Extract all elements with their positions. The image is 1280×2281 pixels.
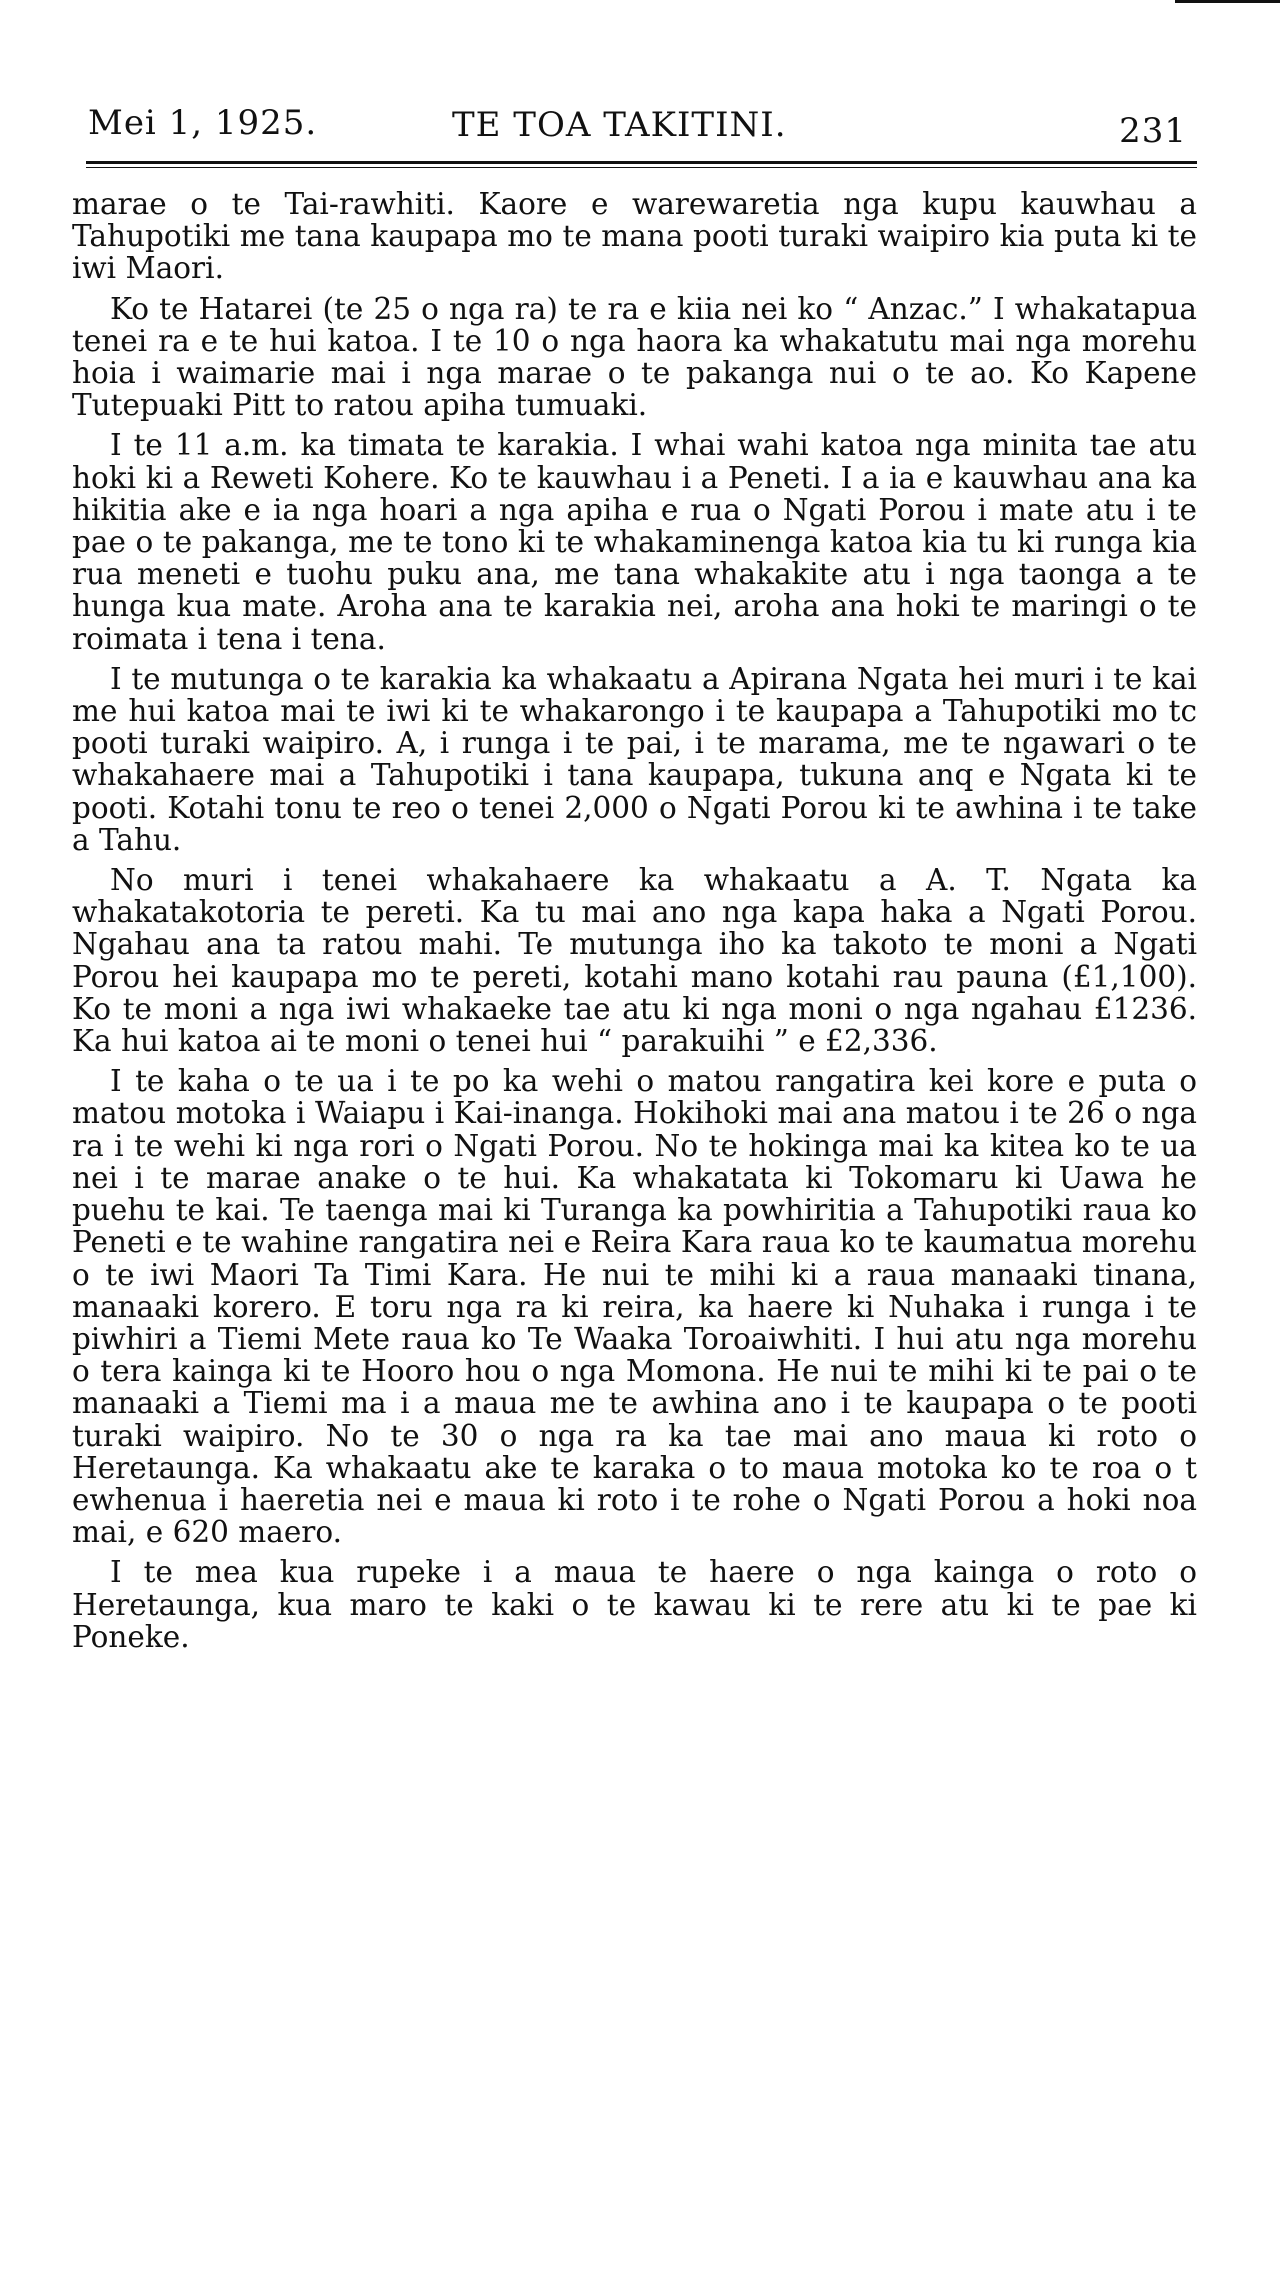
header-title: TE TOA TAKITINI. [452, 105, 787, 145]
top-edge-rule [1175, 0, 1280, 3]
paragraph-pereti: No muri i tenei whakahaere ka whakaatu a A. T. Ngata ka whakatakotoria te pereti. Ka tu mai ano nga kapa haka a Ngati Porou. Ngahau ana ta ratou mahi. Te mutunga iho ka takoto te moni a Ngati Porou hei kaupapa mo te pereti, kotahi mano kotahi rau pauna (£1,100). Ko te moni a nga iwi whakaeke tae atu ki nga moni o nga ngahau £1236. Ka hui katoa ai te moni o tenei hui “ parakuihi ” e £2,336. [72, 863, 1197, 1059]
header-rule-thick [86, 161, 1197, 164]
paragraph-continued: marae o te Tai-rawhiti. Kaore e warewaretia nga kupu kauwhau a Tahupotiki me tana kaupapa mo te mana pooti turaki waipiro kia puta ki te iwi Maori. [72, 187, 1197, 286]
page-number: 231 [1119, 111, 1187, 151]
paragraph-karakia: I te 11 a.m. ka timata te karakia. I whai wahi katoa nga minita tae atu hoki ki a Reweti Kohere. Ko te kauwhau i a Peneti. I a ia e kauwhau ana ka hikitia ake e ia nga hoari a nga apiha e rua o Ngati Porou i mate atu i te pae o te pakanga, me te tono ki te whakaminenga katoa kia tu ki runga kia rua meneti e tuohu puku ana, me tana whakakite atu i nga taonga a te hunga kua mate. Aroha ana te karakia nei, aroha ana hoki te maringi o te roimata i tena i tena. [72, 428, 1197, 656]
article-body [72, 188, 1197, 1653]
running-header [72, 95, 1197, 157]
header-rule-thin [86, 167, 1197, 168]
paragraph-pooti: I te mutunga o te karakia ka whakaatu a Apirana Ngata hei muri i te kai me hui katoa mai te iwi ki te whakarongo i te kaupapa a Tahupotiki mo tc pooti turaki waipiro. A, i runga i te pai, i te marama, me te ngawari o te whakahaere mai a Tahupotiki i tana kaupapa, tukuna anq e Ngata ki te pooti. Kotahi tonu te reo o tenei 2,000 o Ngati Porou ki te awhina i te take a Tahu. [72, 661, 1197, 857]
header-date: Mei 1, 1925. [88, 103, 318, 143]
paragraph-poneke: I te mea kua rupeke i a maua te haere o nga kainga o roto o Heretaunga, kua maro te kaki o te kawau ki te rere atu ki te pae ki Poneke. [72, 1555, 1197, 1654]
paragraph-anzac: Ko te Hatarei (te 25 o nga ra) te ra e kiia nei ko “ Anzac.” I whakatapua tenei ra e te hui katoa. I te 10 o nga haora ka whakatutu mai nga morehu hoia i waimarie mai i nga marae o te pakanga nui o te ao. Ko Kapene Tutepuaki Pitt to ratou apiha tumuaki. [72, 291, 1197, 423]
paragraph-haerenga: I te kaha o te ua i te po ka wehi o matou rangatira kei kore e puta o matou motoka i Waiapu i Kai-inanga. Hokihoki mai ana matou i te 26 o nga ra i te wehi ki nga rori o Ngati Porou. No te hokinga mai ka kitea ko te ua nei i te marae anake o te hui. Ka whakatata ki Tokomaru ki Uawa he puehu te kai. Te taenga mai ki Turanga ka powhiritia a Tahupotiki raua ko Peneti e te wahine rangatira nei e Reira Kara raua ko te kaumatua morehu o te iwi Maori Ta Timi Kara. He nui te mihi ki a raua manaaki tinana, manaaki korero. E toru nga ra ki reira, ka haere ki Nuhaka i runga i te piwhiri a Tiemi Mete raua ko Te Waaka Toroaiwhiti. I hui atu nga morehu o tera kainga ki te Hooro hou o nga Momona. He nui te mihi ki te pai o te manaaki a Tiemi ma i a maua me te awhina ano i te kaupapa o te pooti turaki waipiro. No te 30 o nga ra ka tae mai ano maua ki roto o Heretaunga. Ka whakaatu ake te karaka o to maua motoka ko te roa o t ewhenua i haeretia nei e maua ki roto i te rohe o Ngati Porou a hoki noa mai, e 620 maero. [72, 1064, 1197, 1550]
page [72, 95, 1197, 1661]
